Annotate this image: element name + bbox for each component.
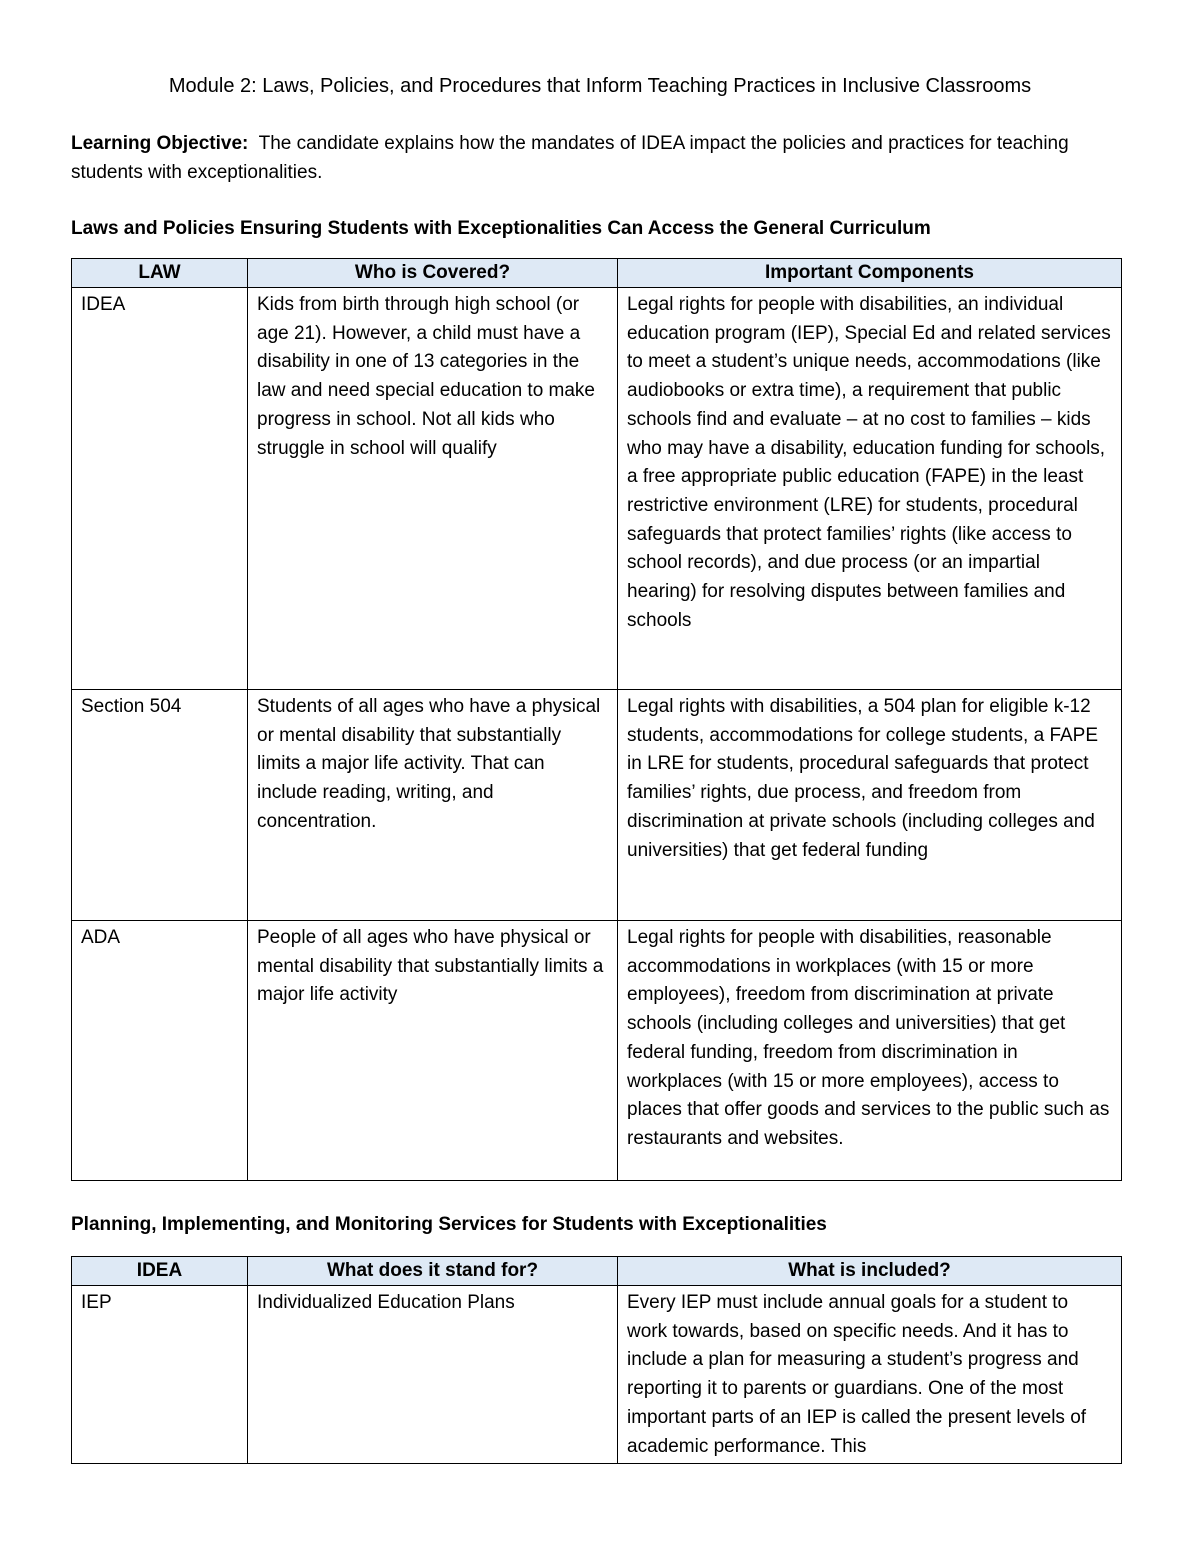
- stands-for-cell: Individualized Education Plans: [248, 1286, 618, 1464]
- components-cell: Legal rights for people with disabilities, reasonable accommodations in workplaces (with 15 or more employees), freedom from discrimination at private schools (including colleges and universities) that get federal funding, freedom from discrimination in workplaces (with 15 or more employees), access to places that offer goods and services to the public such as restaurants and websites.: [618, 921, 1122, 1181]
- column-header-components: Important Components: [618, 259, 1122, 288]
- table-row: [72, 288, 1122, 690]
- column-header-who-covered: Who is Covered?: [248, 259, 618, 288]
- law-cell: IDEA: [72, 288, 248, 690]
- law-cell: ADA: [72, 921, 248, 1181]
- objective-text: The candidate explains how the mandates of IDEA impact the policies and practices for teaching students with exceptionalities.: [71, 133, 1069, 183]
- covered-cell: Students of all ages who have a physical or mental disability that substantially limits a major life activity. That can include reading, writing, and concentration.: [248, 690, 618, 921]
- laws-table-header-row: [72, 259, 1122, 288]
- column-header-stands-for: What does it stand for?: [248, 1257, 618, 1286]
- services-table: [71, 1256, 1122, 1464]
- components-cell: Legal rights with disabilities, a 504 plan for eligible k-12 students, accommodations for college students, a FAPE in LRE for students, procedural safeguards that protect families’ rights, due process, and freedom from discrimination at private schools (including colleges and universities) that get federal funding: [618, 690, 1122, 921]
- term-cell: IEP: [72, 1286, 248, 1464]
- document-title: Module 2: Laws, Policies, and Procedures that Inform Teaching Practices in Inclusive Classrooms: [168, 75, 1032, 97]
- services-table-heading: Planning, Implementing, and Monitoring Services for Students with Exceptionalities: [71, 1214, 827, 1235]
- column-header-included: What is included?: [618, 1257, 1122, 1286]
- components-cell: Legal rights for people with disabilities, an individual education program (IEP), Special Ed and related services to meet a student’s unique needs, accommodations (like audiobooks or extra time), a requirement that public schools find and evaluate – at no cost to families – kids who may have a disability, education funding for schools, a free appropriate public education (FAPE) in the least restrictive environment (LRE) for students, procedural safeguards that protect families’ rights (like access to school records), and due process (or an impartial hearing) for resolving disputes between families and schools: [618, 288, 1122, 690]
- law-cell: Section 504: [72, 690, 248, 921]
- covered-cell: Kids from birth through high school (or age 21). However, a child must have a disability in one of 13 categories in the law and need special education to make progress in school. Not all kids who struggle in school will qualify: [248, 288, 618, 690]
- table-row: [72, 921, 1122, 1181]
- included-cell: Every IEP must include annual goals for a student to work towards, based on specific needs. And it has to include a plan for measuring a student’s progress and reporting it to parents or guardians. One of the most important parts of an IEP is called the present levels of academic performance. This: [618, 1286, 1122, 1464]
- laws-table-heading: Laws and Policies Ensuring Students with Exceptionalities Can Access the General Curriculum: [71, 218, 931, 239]
- services-table-header-row: [72, 1257, 1122, 1286]
- laws-table: [71, 258, 1122, 1181]
- learning-objective: [71, 130, 1121, 187]
- column-header-law: LAW: [72, 259, 248, 288]
- objective-label: Learning Objective:: [71, 133, 249, 154]
- covered-cell: People of all ages who have physical or mental disability that substantially limits a major life activity: [248, 921, 618, 1181]
- column-header-idea: IDEA: [72, 1257, 248, 1286]
- table-row: [72, 690, 1122, 921]
- table-row: [72, 1286, 1122, 1464]
